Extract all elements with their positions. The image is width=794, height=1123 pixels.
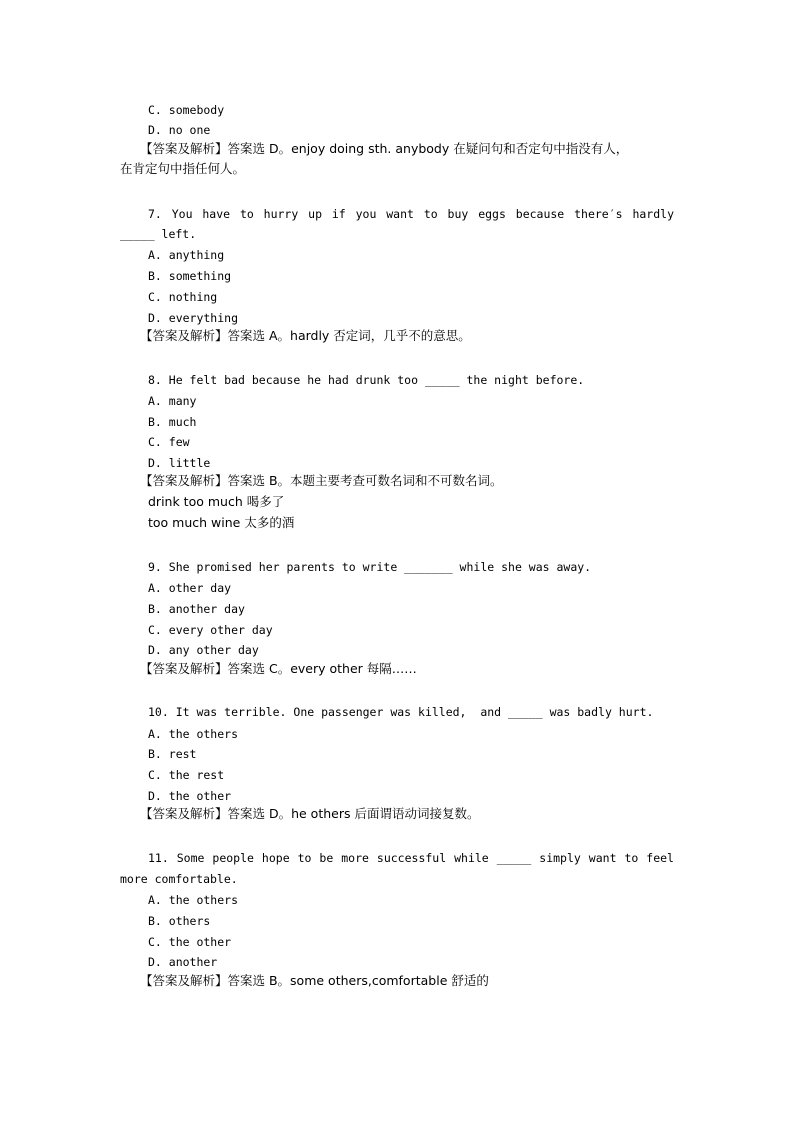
q8-question: 8. He felt bad because he had drunk too _____ the night before. [148, 373, 585, 387]
q6-answer-line2: 在肯定句中指任何人。 [120, 161, 246, 176]
q9-option-d: D. any other day [148, 643, 259, 657]
q11-option-b: B. others [148, 914, 211, 928]
q11-option-c: C. the other [148, 935, 232, 949]
q8-note-1: drink too much 喝多了 [148, 494, 285, 509]
q7-option-b: B. something [148, 269, 232, 283]
q8-note-2: too much wine 太多的酒 [148, 515, 295, 530]
q9-option-c: C. every other day [148, 623, 273, 637]
q11-question-line1: 11. Some people hope to be more successful while _____ simply want to feel [148, 851, 674, 865]
q7-question-line2: _____ left. [120, 227, 197, 241]
q7-option-d: D. everything [148, 311, 239, 325]
q6-answer-line1: 【答案及解析】答案选 D。enjoy doing sth. anybody 在疑问句和否定句中指没有人， [140, 141, 629, 156]
q10-question: 10. It was terrible. One passenger was killed, and _____ was badly hurt. [148, 705, 654, 719]
q8-option-d: D. little [148, 456, 211, 470]
q10-option-c: C. the rest [148, 768, 225, 782]
q7-answer: 【答案及解析】答案选 A。hardly 否定词，几乎不的意思。 [140, 328, 471, 343]
q8-option-c: C. few [148, 435, 190, 449]
q8-option-a: A. many [148, 394, 197, 408]
q10-answer: 【答案及解析】答案选 D。he others 后面谓语动词接复数。 [140, 806, 480, 821]
q11-question-line2: more comfortable. [120, 872, 238, 886]
q9-option-a: A. other day [148, 581, 232, 595]
q9-question: 9. She promised her parents to write _______ while she was away. [148, 560, 592, 574]
q8-option-b: B. much [148, 415, 197, 429]
q6-option-d: D. no one [148, 123, 211, 137]
q10-option-a: A. the others [148, 727, 239, 741]
q6-option-c: C. somebody [148, 103, 225, 117]
q11-answer: 【答案及解析】答案选 B。some others,comfortable 舒适的 [140, 973, 489, 988]
q10-option-d: D. the other [148, 789, 232, 803]
q11-option-d: D. another [148, 955, 218, 969]
q7-option-c: C. nothing [148, 290, 218, 304]
q8-answer: 【答案及解析】答案选 B。本题主要考查可数名词和不可数名词。 [140, 473, 503, 488]
q7-question-line1: 7. You have to hurry up if you want to buy eggs because there′s hardly [148, 207, 674, 221]
q7-option-a: A. anything [148, 248, 225, 262]
q11-option-a: A. the others [148, 893, 239, 907]
q9-option-b: B. another day [148, 602, 245, 616]
q9-answer: 【答案及解析】答案选 C。every other 每隔…… [140, 661, 417, 676]
q10-option-b: B. rest [148, 747, 197, 761]
